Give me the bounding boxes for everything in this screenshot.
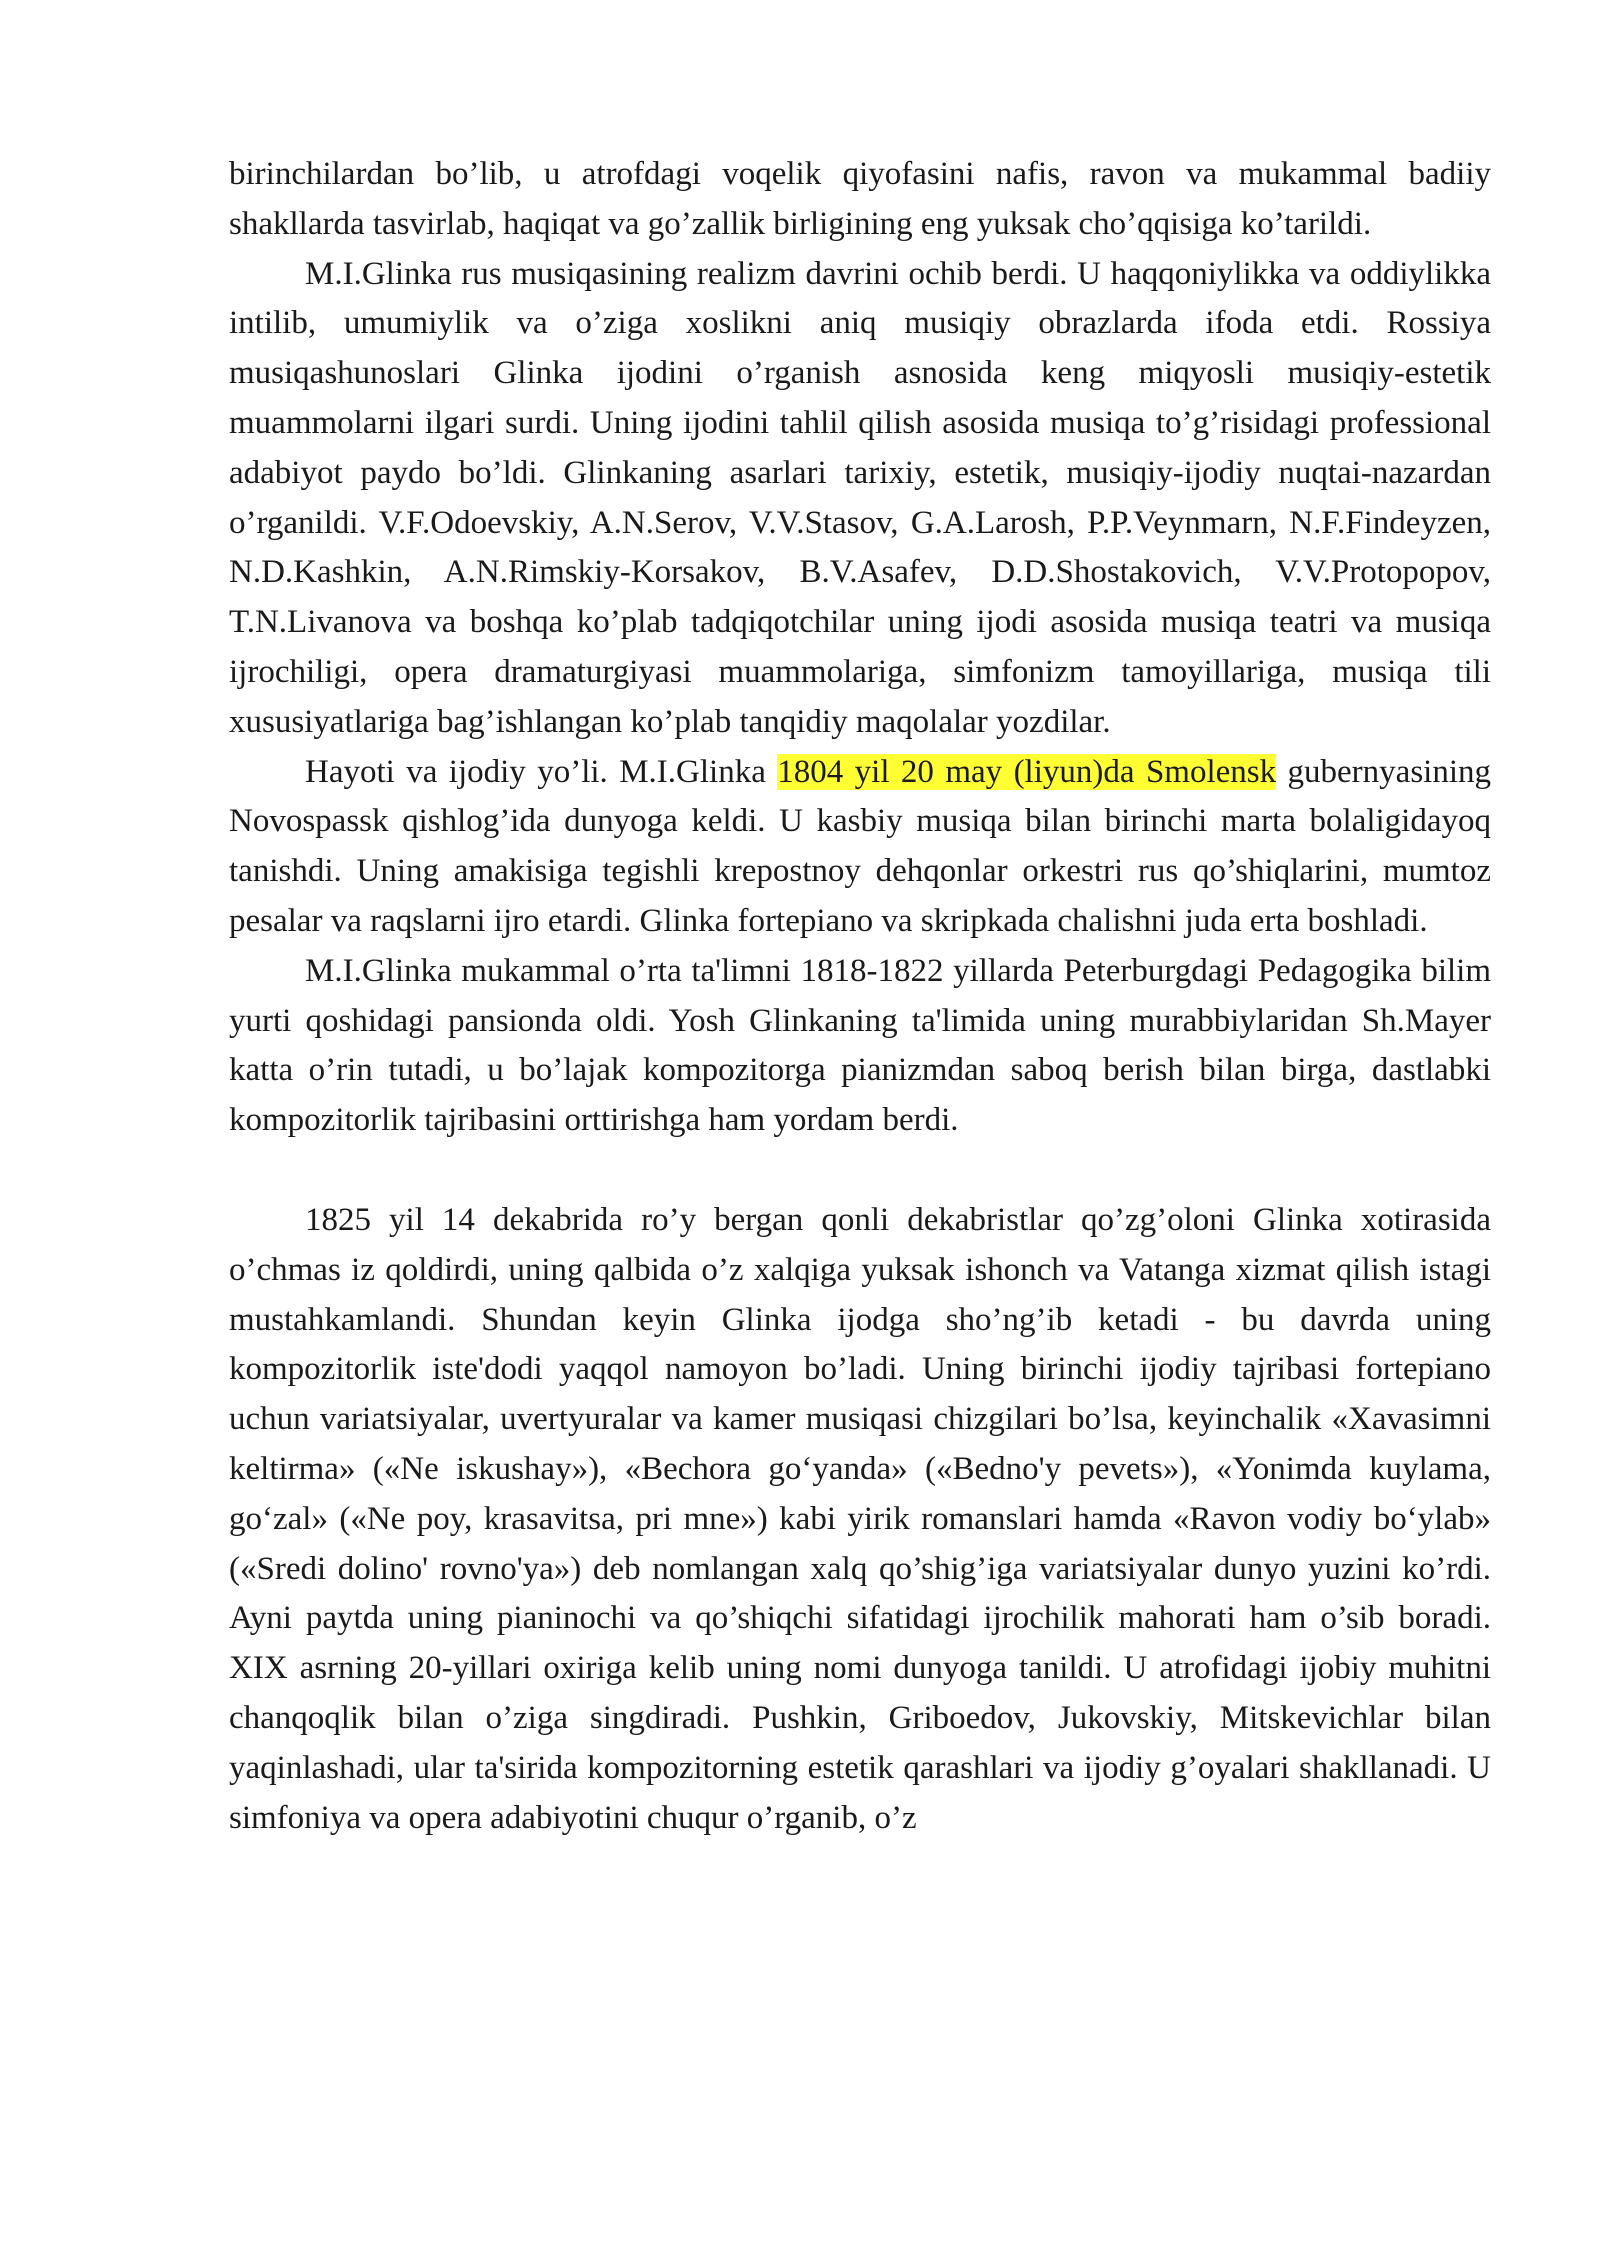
- paragraph-spacer: [229, 1146, 1491, 1196]
- highlighted-birth-date: 1804 yil 20 may (liyun)da Smolensk: [777, 753, 1277, 790]
- paragraph-5: 1825 yil 14 dekabrida ro’y bergan qonli dekabristlar qo’zg’oloni Glinka xotirasida o’chmas iz qoldirdi, uning qalbida o’z xalqiga yuksak ishonch va Vatanga xizmat qilish istagi mustahkamlandi. Shundan keyin Glinka ijodga sho’ng’ib ketadi - bu davrda uning kompozitorlik iste'dodi yaqqol namoyon bo’ladi. Uning birinchi ijodiy tajribasi fortepiano uchun variatsiyalar, uvertyuralar va kamer musiqasi chizgilari bo’lsa, keyinchalik «Xavasimni keltirma» («Ne iskushay»), «Bechora go‘yanda» («Bedno'y pevets»), «Yonimda kuylama, go‘zal» («Ne poy, krasavitsa, pri mne») kabi yirik romanslari hamda «Ravon vodiy bo‘ylab» («Sredi dolino' rovno'ya») deb nomlangan xalq qo’shig’iga variatsiyalar dunyo yuzini ko’rdi. Ayni paytda uning pianinochi va qo’shiqchi sifatidagi ijrochilik mahorati ham o’sib boradi. XIX asrning 20-yillari oxiriga kelib uning nomi dunyoga tanildi. U atrofidagi ijobiy muhitni chanqoqlik bilan o’ziga singdiradi. Pushkin, Griboedov, Jukovskiy, Mitskevichlar bilan yaqinlashadi, ular ta'sirida kompozitorning estetik qarashlari va ijodiy g’oyalari shakllanadi. U simfoniya va opera adabiyotini chuqur o’rganib, o’z: [229, 1201, 1491, 1836]
- paragraph-1: birinchilardan bo’lib, u atrofdagi voqelik qiyofasini nafis, ravon va mukammal badiiy shakllarda tasvirlab, haqiqat va go’zallik birligining eng yuksak cho’qqisiga ko’tarildi.: [229, 156, 1491, 242]
- paragraph-2: M.I.Glinka rus musiqasining realizm davrini ochib berdi. U haqqoniylikka va oddiylikka intilib, umumiylik va o’ziga xoslikni aniq musiqiy obrazlarda ifoda etdi. Rossiya musiqashunoslari Glinka ijodini o’rganish asnosida keng miqyosli musiqiy-estetik muammolarni ilgari surdi. Uning ijodini tahlil qilish asosida musiqa to’g’risidagi professional adabiyot paydo bo’ldi. Glinkaning asarlari tarixiy, estetik, musiqiy-ijodiy nuqtai-nazardan o’rganildi. V.F.Odoevskiy, A.N.Serov, V.V.Stasov, G.A.Larosh, P.P.Veynmarn, N.F.Findeyzen, N.D.Kashkin, A.N.Rimskiy-Korsakov, B.V.Asafev, D.D.Shostakovich, V.V.Protopopov, T.N.Livanova va boshqa ko’plab tadqiqotchilar uning ijodi asosida musiqa teatri va musiqa ijrochiligi, opera dramaturgiyasi muammolariga, simfonizm tamoyillariga, musiqa tili xususiyatlariga bag’ishlangan ko’plab tanqidiy maqolalar yozdilar.: [229, 255, 1491, 740]
- paragraph-3: [229, 748, 1491, 947]
- paragraph-3-rest: gubernyasining Novospassk qishlog’ida dunyoga keldi. U kasbiy musiqa bilan birinchi marta bolaligidayoq tanishdi. Uning amakisiga tegishli krepostnoy dehqonlar orkestri rus qo’shiqlarini, mumtoz pesalar va raqslarni ijro etardi. Glinka fortepiano va skripkada chalishni juda erta boshladi.: [229, 753, 1491, 939]
- paragraph-4: M.I.Glinka mukammal o’rta ta'limni 1818-1822 yillarda Peterburgdagi Pedagogika bilim yurti qoshidagi pansionda oldi. Yosh Glinkaning ta'limida uning murabbiylaridan Sh.Mayer katta o’rin tutadi, u bo’lajak kompozitorga pianizmdan saboq berish bilan birga, dastlabki kompozitorlik tajribasini orttirishga ham yordam berdi.: [229, 952, 1491, 1139]
- document-page: [229, 150, 1491, 1843]
- paragraph-3-lead: Hayoti va ijodiy yo’li. M.I.Glinka: [305, 753, 778, 790]
